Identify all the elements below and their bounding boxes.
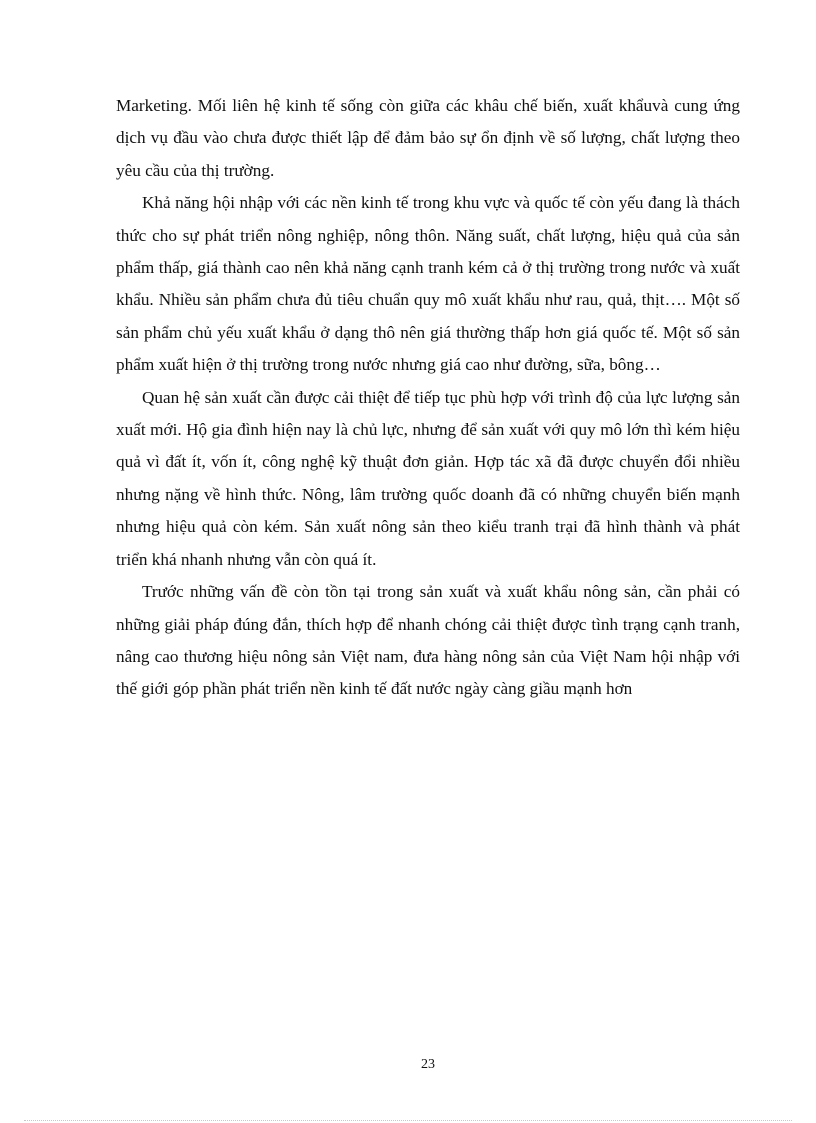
- paragraph-2: Khả năng hội nhập với các nền kinh tế trong khu vực và quốc tế còn yếu đang là thách thức cho sự phát triển nông nghiệp, nông thôn. Năng suất, chất lượng, hiệu quả của sản phẩm thấp, giá thành cao nên khả năng cạnh tranh kém cả ở thị trường trong nước và xuất khẩu. Nhiều sản phẩm chưa đủ tiêu chuẩn quy mô xuất khẩu như rau, quả, thịt…. Một số sản phẩm chủ yếu xuất khẩu ở dạng thô nên giá thường thấp hơn giá quốc tế. Một số sản phẩm xuất hiện ở thị trường trong nước nhưng giá cao như đường, sữa, bông…: [116, 193, 740, 375]
- body-text: [116, 90, 740, 706]
- paragraph-1: Marketing. Mối liên hệ kinh tế sống còn giữa các khâu chế biến, xuất khẩuvà cung ứng dịch vụ đầu vào chưa được thiết lập để đảm bảo sự ổn định về số lượng, chất lượng theo yêu cầu của thị trường.: [116, 96, 740, 180]
- page-bottom-border: [24, 1120, 792, 1121]
- paragraph-4: Trước những vấn đề còn tồn tại trong sản xuất và xuất khẩu nông sản, cần phải có những giải pháp đúng đắn, thích hợp để nhanh chóng cải thiệt được tình trạng cạnh tranh, nâng cao thương hiệu nông sản Việt nam, đưa hàng nông sản của Việt Nam hội nhập với thế giới góp phần phát triển nền kinh tế đất nước ngày càng giầu mạnh hơn: [116, 582, 740, 699]
- paragraph-3: Quan hệ sản xuất cần được cải thiệt để tiếp tục phù hợp với trình độ của lực lượng sản xuất mới. Hộ gia đình hiện nay là chủ lực, nhưng để sản xuất với quy mô lớn thì kém hiệu quả vì đất ít, vốn ít, công nghệ kỹ thuật đơn giản. Hợp tác xã đã được chuyển đổi nhiều nhưng nặng về hình thức. Nông, lâm trường quốc doanh đã có những chuyển biến mạnh nhưng hiệu quả còn kém. Sản xuất nông sản theo kiểu tranh trại đã hình thành và phát triển khá nhanh nhưng vẫn còn quá ít.: [116, 387, 740, 569]
- page-number: 23: [421, 1057, 435, 1072]
